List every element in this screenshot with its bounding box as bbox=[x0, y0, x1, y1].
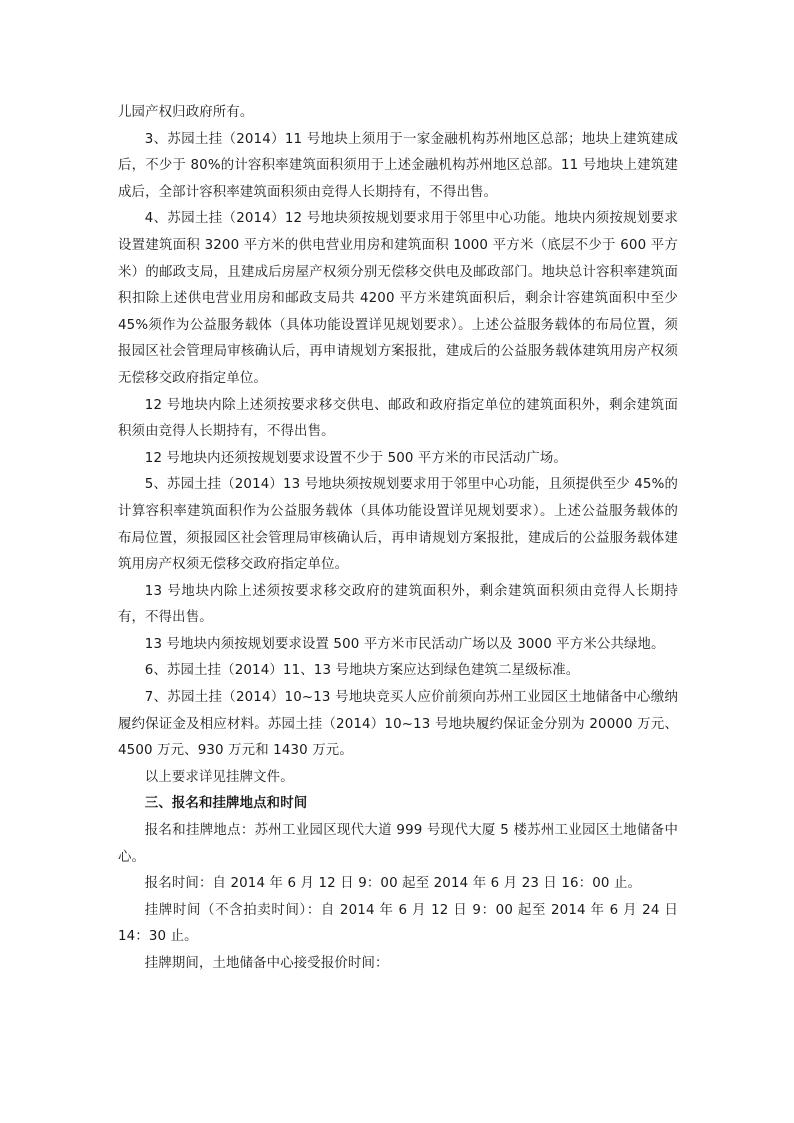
paragraph-plot-12-plaza: 12 号地块内还须按规划要求设置不少于 500 平方米的市民活动广场。 bbox=[144, 450, 567, 466]
document-body bbox=[118, 100, 678, 978]
paragraph-plot-12-holding: 12 号地块内除上述须按要求移交供电、邮政和政府指定单位的建筑面积外，剩余建筑面积须由竞得人长期持有，不得出售。 bbox=[118, 397, 678, 440]
section-heading-registration: 三、报名和挂牌地点和时间 bbox=[144, 796, 308, 812]
paragraph-see-listing-documents: 以上要求详见挂牌文件。 bbox=[144, 769, 294, 785]
paragraph-item-6: 6、苏园土挂（2014）11、13 号地块方案应达到绿色建筑二星级标准。 bbox=[144, 663, 580, 679]
paragraph-item-5: 5、苏园土挂（2014）13 号地块须按规划要求用于邻里中心功能，且须提供至少 45%的计算容积率建筑面积作为公益服务载体（具体功能设置详见规划要求）。上述公益服务载体的布局位置，须报园区社会管理局审核确认后，再申请规划方案报批，建成后的公益服务载体建筑用房产权须无偿移交政府指定单位。 bbox=[118, 477, 678, 573]
paragraph-registration-time: 报名时间：自 2014 年 6 月 12 日 9：00 起至 2014 年 6 月 23 日 16：00 止。 bbox=[144, 876, 642, 892]
paragraph-item-4: 4、苏园土挂（2014）12 号地块须按规划要求用于邻里中心功能。地块内须按规划要求设置建筑面积 3200 平方米的供电营业用房和建筑面积 1000 平方米（底层不少于 600 平方米）的邮政支局，且建成后房屋产权须分别无偿移交供电及邮政部门。地块总计容积率建筑面积扣除上述供电营业用房和邮政支局共 4200 平方米建筑面积后，剩余计容建筑面积中至少 45%须作为公益服务载体（具体功能设置详见规划要求）。上述公益服务载体的布局位置，须报园区社会管理局审核确认后，再申请规划方案报批，建成后的公益服务载体建筑用房产权须无偿移交政府指定单位。 bbox=[118, 211, 678, 386]
paragraph-kindergarten-ownership: 儿园产权归政府所有。 bbox=[118, 105, 254, 120]
paragraph-plot-13-holding: 13 号地块内除上述须按要求移交政府的建筑面积外，剩余建筑面积须由竞得人长期持有，不得出售。 bbox=[118, 583, 678, 626]
paragraph-item-7: 7、苏园土挂（2014）10~13 号地块竞买人应价前须向苏州工业园区土地储备中心缴纳履约保证金及相应材料。苏园土挂（2014）10~13 号地块履约保证金分别为 20000 万元、4500 万元、930 万元和 1430 万元。 bbox=[118, 690, 678, 759]
paragraph-quote-acceptance-time: 挂牌期间，土地储备中心接受报价时间： bbox=[144, 956, 389, 971]
paragraph-registration-location: 报名和挂牌地点：苏州工业园区现代大道 999 号现代大厦 5 楼苏州工业园区土地储备中心。 bbox=[118, 823, 678, 865]
paragraph-item-3: 3、苏园土挂（2014）11 号地块上须用于一家金融机构苏州地区总部；地块上建筑建成后，不少于 80%的计容积率建筑面积须用于上述金融机构苏州地区总部。11 号地块上建筑建成后，全部计容积率建筑面积须由竞得人长期持有，不得出售。 bbox=[118, 131, 678, 200]
paragraph-listing-time: 挂牌时间（不含拍卖时间）：自 2014 年 6 月 12 日 9：00 起至 2014 年 6 月 24 日 14：30 止。 bbox=[118, 902, 678, 945]
paragraph-plot-13-plaza: 13 号地块内须按规划要求设置 500 平方米市民活动广场以及 3000 平方米公共绿地。 bbox=[144, 636, 665, 652]
